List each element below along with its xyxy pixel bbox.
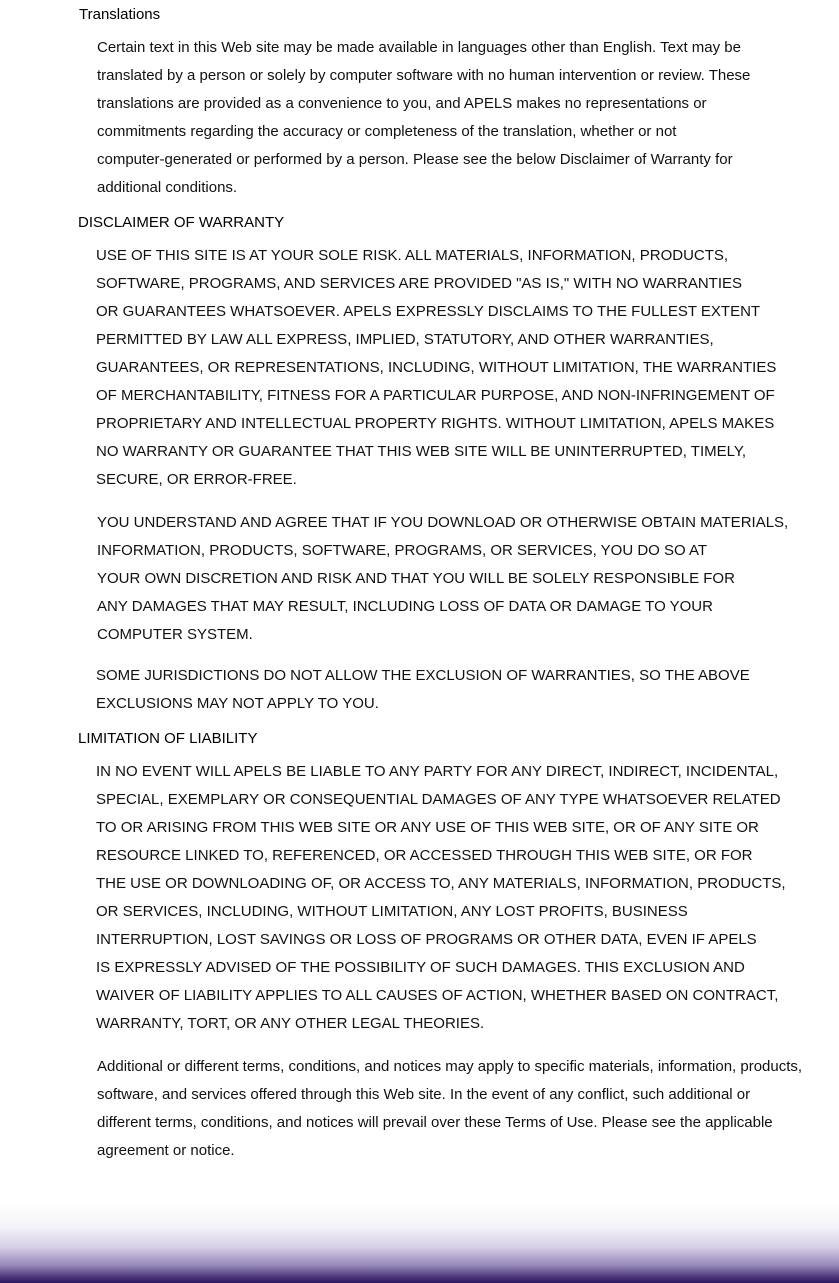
- liability-paragraph-2: [97, 1053, 802, 1165]
- paragraph-line: COMPUTER SYSTEM.: [97, 626, 253, 643]
- paragraph-line: GUARANTEES, OR REPRESENTATIONS, INCLUDING, WITHOUT LIMITATION, THE WARRANTIES: [96, 359, 777, 376]
- paragraph-line: PROPRIETARY AND INTELLECTUAL PROPERTY RIGHTS. WITHOUT LIMITATION, APELS MAKES: [96, 415, 775, 432]
- paragraph-line: OR SERVICES, INCLUDING, WITHOUT LIMITATION, ANY LOST PROFITS, BUSINESS: [96, 903, 688, 920]
- paragraph-line: THE USE OR DOWNLOADING OF, OR ACCESS TO, ANY MATERIALS, INFORMATION, PRODUCTS,: [96, 875, 786, 892]
- paragraph-line: IN NO EVENT WILL APELS BE LIABLE TO ANY PARTY FOR ANY DIRECT, INDIRECT, INCIDENTAL,: [96, 763, 779, 780]
- paragraph-line: TO OR ARISING FROM THIS WEB SITE OR ANY USE OF THIS WEB SITE, OR OF ANY SITE OR: [96, 819, 759, 836]
- paragraph-line: Additional or different terms, conditions, and notices may apply to specific materials, information, products,: [97, 1058, 803, 1075]
- disclaimer-heading: DISCLAIMER OF WARRANTY: [78, 214, 285, 231]
- paragraph-line: RESOURCE LINKED TO, REFERENCED, OR ACCESSED THROUGH THIS WEB SITE, OR FOR: [96, 847, 753, 864]
- liability-heading: LIMITATION OF LIABILITY: [78, 730, 258, 747]
- paragraph-line: YOUR OWN DISCRETION AND RISK AND THAT YOU WILL BE SOLELY RESPONSIBLE FOR: [97, 570, 735, 587]
- paragraph-line: INFORMATION, PRODUCTS, SOFTWARE, PROGRAMS, OR SERVICES, YOU DO SO AT: [97, 542, 708, 559]
- paragraph-line: agreement or notice.: [97, 1142, 235, 1159]
- paragraph-line: additional conditions.: [97, 179, 238, 196]
- paragraph-line: USE OF THIS SITE IS AT YOUR SOLE RISK. ALL MATERIALS, INFORMATION, PRODUCTS,: [96, 247, 729, 264]
- paragraph-line: translations are provided as a convenience to you, and APELS makes no representations or: [97, 95, 707, 112]
- paragraph-line: different terms, conditions, and notices will prevail over these Terms of Use. Please see the applicable: [97, 1114, 773, 1131]
- paragraph-line: translated by a person or solely by computer software with no human intervention or review. These: [97, 67, 751, 84]
- disclaimer-paragraph-3: [96, 662, 750, 718]
- paragraph-line: PERMITTED BY LAW ALL EXPRESS, IMPLIED, STATUTORY, AND OTHER WARRANTIES,: [96, 331, 714, 348]
- paragraph-line: software, and services offered through this Web site. In the event of any conflict, such additional or: [97, 1086, 751, 1103]
- disclaimer-paragraph-2: [97, 509, 788, 649]
- translations-paragraph: [97, 34, 750, 202]
- paragraph-line: NO WARRANTY OR GUARANTEE THAT THIS WEB SITE WILL BE UNINTERRUPTED, TIMELY,: [96, 443, 747, 460]
- paragraph-line: computer-generated or performed by a person. Please see the below Disclaimer of Warranty for: [97, 151, 733, 168]
- paragraph-line: INTERRUPTION, LOST SAVINGS OR LOSS OF PROGRAMS OR OTHER DATA, EVEN IF APELS: [96, 931, 757, 948]
- paragraph-line: EXCLUSIONS MAY NOT APPLY TO YOU.: [96, 695, 379, 712]
- paragraph-line: Certain text in this Web site may be made available in languages other than English. Text may be: [97, 39, 741, 56]
- disclaimer-paragraph-1: [96, 242, 776, 494]
- paragraph-line: WARRANTY, TORT, OR ANY OTHER LEGAL THEORIES.: [96, 1015, 485, 1032]
- paragraph-line: ANY DAMAGES THAT MAY RESULT, INCLUDING LOSS OF DATA OR DAMAGE TO YOUR: [97, 598, 713, 615]
- paragraph-line: commitments regarding the accuracy or completeness of the translation, whether or not: [97, 123, 677, 140]
- footer-gradient-bar: [0, 1203, 839, 1283]
- paragraph-line: OR GUARANTEES WHATSOEVER. APELS EXPRESSLY DISCLAIMS TO THE FULLEST EXTENT: [96, 303, 761, 320]
- translations-heading: Translations: [79, 6, 161, 23]
- paragraph-line: SOFTWARE, PROGRAMS, AND SERVICES ARE PROVIDED "AS IS," WITH NO WARRANTIES: [96, 275, 743, 292]
- paragraph-line: SOME JURISDICTIONS DO NOT ALLOW THE EXCLUSION OF WARRANTIES, SO THE ABOVE: [96, 667, 750, 684]
- paragraph-line: IS EXPRESSLY ADVISED OF THE POSSIBILITY OF SUCH DAMAGES. THIS EXCLUSION AND: [96, 959, 745, 976]
- paragraph-line: WAIVER OF LIABILITY APPLIES TO ALL CAUSES OF ACTION, WHETHER BASED ON CONTRACT,: [96, 987, 779, 1004]
- paragraph-line: SECURE, OR ERROR-FREE.: [96, 471, 297, 488]
- liability-paragraph-1: [96, 758, 786, 1038]
- paragraph-line: YOU UNDERSTAND AND AGREE THAT IF YOU DOWNLOAD OR OTHERWISE OBTAIN MATERIALS,: [97, 514, 789, 531]
- paragraph-line: OF MERCHANTABILITY, FITNESS FOR A PARTICULAR PURPOSE, AND NON-INFRINGEMENT OF: [96, 387, 775, 404]
- paragraph-line: SPECIAL, EXEMPLARY OR CONSEQUENTIAL DAMAGES OF ANY TYPE WHATSOEVER RELATED: [96, 791, 781, 808]
